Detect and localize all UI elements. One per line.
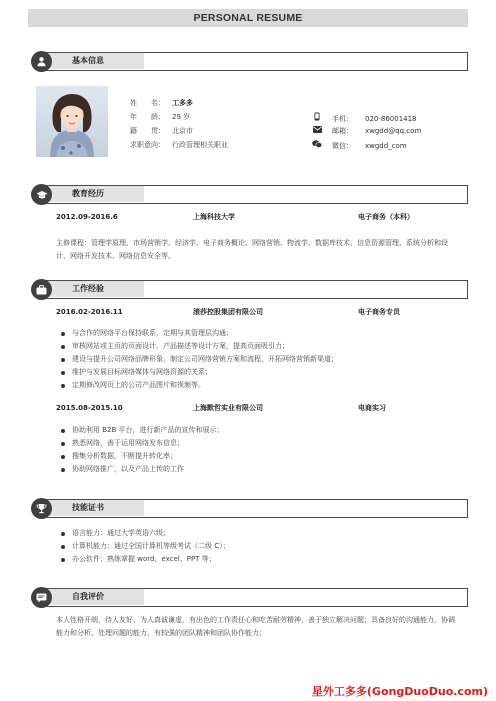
section-basic-info xyxy=(28,51,468,73)
section-title: 技能证书 xyxy=(72,503,104,512)
job-duties-list xyxy=(60,424,224,476)
info-row-name: 姓 名： 工多多 xyxy=(130,99,193,107)
info-row-job-intent: 求职意向： 行政管理相关职业 xyxy=(130,141,228,149)
skills-list xyxy=(60,527,230,566)
site-watermark: 星外工多多(GongDuoDuo.com) xyxy=(311,685,488,698)
contact-email: 邮箱： xwgdd@qq.com xyxy=(312,126,421,136)
list-item: 协助利用 B2B 平台，进行新产品的宣传和展示； xyxy=(60,424,224,437)
list-item: 语言能力：通过大学英语六级； xyxy=(60,527,230,540)
list-item: 协助网络推广，以及产品上传的工作 xyxy=(60,463,224,476)
info-row-hometown: 籍 贯： 北京市 xyxy=(130,127,193,135)
profile-photo xyxy=(36,86,108,157)
self-evaluation-text: 本人性格开朗，待人友好，为人真诚谦虚，有出色的工作责任心和吃苦耐劳精神，善于独立解决问题；具备良好的沟通能力、协调能力和分析、处理问题的能力，有较强的团队精神和团队协作能力； xyxy=(56,616,455,637)
trophy-icon xyxy=(31,498,52,519)
list-item: 定期修改网页上的公司产品图片和视频等。 xyxy=(60,379,338,392)
list-item: 与合作的网络平台保持联系，定期与其管理层沟通； xyxy=(60,327,338,340)
phone-icon xyxy=(312,112,322,124)
list-item: 计算机能力：通过全国计算机等级考试（二级 C）； xyxy=(60,540,230,553)
list-item: 审核网站或主页的页面设计、产品描述等设计方案，提高页面吸引力； xyxy=(60,340,338,353)
mail-icon xyxy=(312,126,322,136)
contact-phone: 手机： 020-86001418 xyxy=(312,112,417,124)
contact-wechat: 微信： xwgdd_com xyxy=(312,140,407,151)
section-title: 工作经验 xyxy=(72,284,104,293)
list-item: 搜集分析数据，不断提升转化率； xyxy=(60,450,224,463)
resume-title-bar xyxy=(28,9,468,27)
list-item: 建设与提升公司网络品牌形象，制定公司网络营销方案和流程，开拓网络营销新渠道； xyxy=(60,353,338,366)
section-skills xyxy=(28,498,468,520)
section-title: 基本信息 xyxy=(72,56,104,65)
section-self-evaluation xyxy=(28,587,468,609)
list-item: 办公软件：熟练掌握 word、excel、PPT 等； xyxy=(60,553,230,566)
person-icon xyxy=(31,51,52,72)
comment-icon xyxy=(31,587,52,608)
graduation-cap-icon xyxy=(31,184,52,205)
section-education xyxy=(28,184,468,206)
section-title: 教育经历 xyxy=(72,189,104,198)
education-courses: 主修课程：管理学原理、市场营销学、经济学、电子商务概论、网络营销、物流学、数据库技术、信息资源管理、系统分析和设计、网络开发技术、网络信息安全等。 xyxy=(56,239,448,260)
wechat-icon xyxy=(312,140,322,151)
list-item: 维护与发展目标网络媒体与网络资源的关系； xyxy=(60,366,338,379)
section-title: 自我评价 xyxy=(72,592,104,601)
list-item: 熟悉网络，善于运用网络发布信息； xyxy=(60,437,224,450)
resume-title: PERSONAL RESUME xyxy=(193,12,303,24)
info-row-age: 年 龄： 29 岁 xyxy=(130,113,191,121)
job-duties-list xyxy=(60,327,338,392)
section-work xyxy=(28,279,468,301)
briefcase-icon xyxy=(31,279,52,300)
